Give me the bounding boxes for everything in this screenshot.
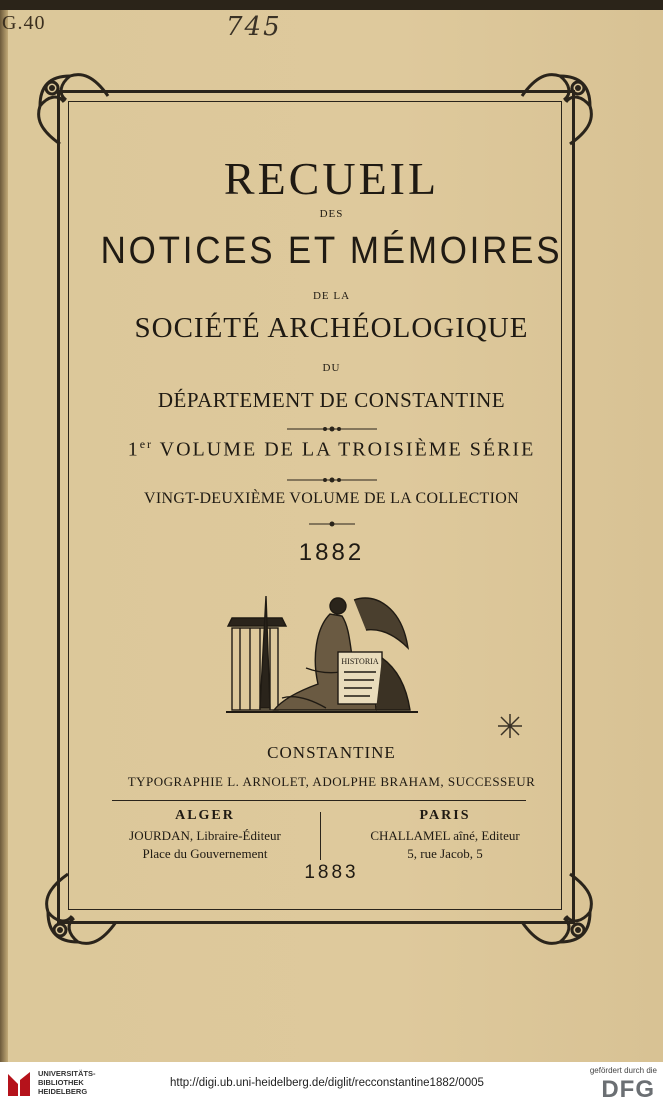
volume-year: 1882 bbox=[298, 539, 365, 566]
left-address: Place du Gouvernement bbox=[142, 846, 268, 861]
department-name: DÉPARTEMENT DE CONSTANTINE bbox=[157, 388, 506, 412]
corner-ornament-bottom-right bbox=[520, 872, 600, 952]
library-line-2: BIBLIOTHEK bbox=[38, 1078, 84, 1087]
historia-vignette-image bbox=[226, 588, 418, 718]
volume-line bbox=[0, 437, 663, 462]
corner-ornament-bottom-left bbox=[38, 872, 118, 952]
imprint-city: CONSTANTINE bbox=[267, 743, 396, 762]
divider-rule-3 bbox=[0, 521, 663, 527]
left-publisher: JOURDAN, Libraire-Éditeur bbox=[129, 828, 281, 843]
imprint-printer: TYPOGRAPHIE L. ARNOLET, ADOLPHE BRAHAM, SUCCESSEUR bbox=[127, 774, 536, 789]
imprint-divider bbox=[112, 800, 526, 801]
corner-ornament-top-left bbox=[30, 66, 110, 146]
volume-ordinal: 1 bbox=[127, 438, 140, 461]
handwritten-number: 745 bbox=[226, 12, 282, 42]
scan-top-edge bbox=[0, 0, 663, 10]
corner-ornament-top-right bbox=[520, 66, 600, 146]
imprint-right-column bbox=[340, 808, 550, 862]
title: RECUEIL bbox=[223, 153, 440, 204]
vignette-label: HISTORIA bbox=[341, 657, 379, 666]
library-line-1: UNIVERSITÄTS- bbox=[38, 1069, 96, 1078]
divider-rule-2 bbox=[0, 477, 663, 483]
right-city: PARIS bbox=[419, 808, 471, 823]
volume-series: VOLUME DE LA TROISIÈME SÉRIE bbox=[159, 438, 536, 461]
subtitle: NOTICES ET MÉMOIRES bbox=[100, 230, 563, 272]
imprint-column-divider bbox=[320, 812, 321, 860]
ink-blot-mark bbox=[490, 706, 530, 746]
dfg-logo[interactable]: DFG bbox=[601, 1076, 655, 1103]
imprint-left-column bbox=[100, 808, 310, 862]
collection-line: VINGT-DEUXIÈME VOLUME DE LA COLLECTION bbox=[144, 490, 519, 507]
right-publisher: CHALLAMEL aîné, Editeur bbox=[370, 828, 520, 843]
university-library-name bbox=[38, 1069, 96, 1096]
funder-note: gefördert durch die bbox=[589, 1066, 657, 1075]
source-url-link[interactable]: http://digi.ub.uni-heidelberg.de/diglit/recconstantine1882/0005 bbox=[170, 1077, 484, 1089]
connector-du: DU bbox=[322, 362, 341, 374]
divider-rule-1 bbox=[0, 426, 663, 432]
digitization-footer bbox=[0, 1062, 663, 1107]
library-line-3: HEIDELBERG bbox=[38, 1087, 88, 1096]
right-address: 5, rue Jacob, 5 bbox=[407, 846, 483, 861]
university-library-logo-icon[interactable] bbox=[4, 1068, 34, 1100]
connector-des: DES bbox=[319, 208, 344, 220]
print-year: 1883 bbox=[304, 862, 359, 883]
society-name: SOCIÉTÉ ARCHÉOLOGIQUE bbox=[134, 312, 529, 344]
shelfmark: G.40 bbox=[2, 12, 46, 34]
connector-de-la: DE LA bbox=[312, 290, 351, 302]
left-city: ALGER bbox=[175, 808, 235, 823]
volume-ordinal-suffix: er bbox=[139, 437, 154, 451]
